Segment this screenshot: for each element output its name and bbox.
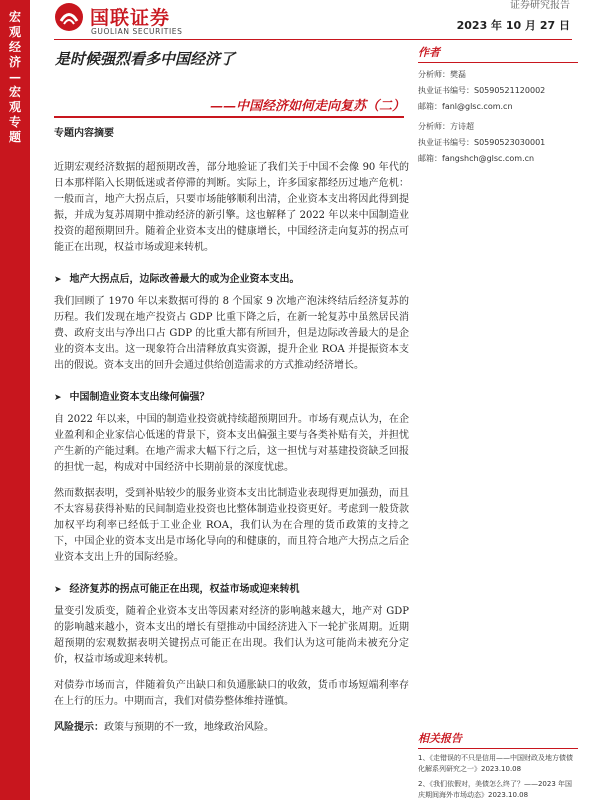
related-heading: 相关报告 [418, 730, 578, 749]
summary-heading: 专题内容摘要 [54, 128, 114, 139]
analyst-name: 分析师：方诗超 [418, 122, 474, 131]
analyst-email[interactable]: 邮箱：fangshch@glsc.com.cn [418, 154, 535, 163]
analyst-email[interactable]: 邮箱：fanl@glsc.com.cn [418, 102, 513, 111]
section-heading-text: 中国制造业资本支出缘何偏强？ [69, 392, 210, 403]
report-date: 2023 年 10 月 27 日 [456, 19, 570, 32]
related-report-item[interactable]: 1、《走错误的不只是信用——中国财政及地方债债化解系列研究之一》2023.10.08 [418, 754, 573, 773]
analyst-cert: 执业证书编号：S0590521120002 [418, 86, 546, 95]
header-divider [54, 39, 572, 40]
risk-text: 政策与预期的不一致，地缘政治风险。 [104, 722, 274, 733]
section-paragraph: 然而数据表明，受到补贴较少的服务业资本支出比制造业表现得更加强劲，而且不太容易获得补贴的民间制造业投资也比整体制造业投资更好。考虑到一般贷款加权平均利率已经低于工业企业 ROA，我们认为在合理的货币政策的支持之下，中国企业的资本支出是市场化导向的和健康的，而且符合地产大拐点之后企业资本支出上升的国际经验。 [54, 488, 409, 563]
report-title: 是时候强烈看多中国经济了 [55, 50, 236, 68]
logo-english-name: GUOLIAN SECURITIES [91, 27, 183, 36]
author-heading: 作者 [418, 44, 578, 63]
section-paragraph: 自 2022 年以来，中国的制造业投资就持续超预期回升。市场有观点认为，在企业盈利和企业家信心低迷的背景下，资本支出偏强主要与各类补贴有关，并担忧产生新的产能过剩。在地产需求大幅下行之后，这一担忧与对基建投资缺乏回报的担忧一起，构成对中国经济中长期前景的深度忧虑。 [54, 414, 409, 473]
main-content [54, 122, 409, 736]
report-type-label: 证券研究报告 [510, 0, 570, 11]
logo-chinese-name: 国联证券 [90, 7, 171, 29]
analyst-cert: 执业证书编号：S0590523030001 [418, 138, 546, 147]
related-reports [418, 730, 578, 801]
risk-label: 风险提示： [54, 722, 104, 733]
section-heading [54, 266, 409, 294]
section-paragraph: 我们回顾了 1970 年以来数据可得的 8 个国家 9 次地产泡沫终结后经济复苏的历程。我们发现在地产投资占 GDP 比重下降之后，在新一轮复苏中虽然居民消费、政府支出与净出口占 GDP 的比重大都有所回升，但是边际改善最大的是企业的资本支出。这一现象符合出清释放真实资源，提升企业 ROA 并提振资本支出的假说。资本支出的回升会通过供给创造需求的方式推动经济增长。 [54, 296, 409, 371]
left-side-bar [0, 0, 30, 800]
section-heading-text: 地产大拐点后，边际改善最大的或为企业资本支出。 [69, 274, 300, 285]
bullet-arrow-icon: ➤ [54, 585, 62, 595]
section-heading [54, 384, 409, 412]
analyst-name: 分析师：樊磊 [418, 70, 466, 79]
report-subtitle: ——中国经济如何走向复苏（二） [209, 99, 405, 114]
author-sidebar [418, 44, 578, 167]
company-logo [54, 2, 214, 38]
summary-paragraph: 近期宏观经济数据的超预期改善，部分地验证了我们关于中国不会像 90 年代的日本那样陷入长期低迷或者停滞的判断。实际上，许多国家都经历过地产危机：一般而言，地产大拐点后，只要市场能够顺利出清，企业资本支出将因此得到提振，并成为复苏周期中推动经济的新引擎。这也解释了 2022 年以来中国制造业投资的超预期回升。随着企业资本支出的健康增长，中国经济走向复苏的拐点可能正在出现，权益市场或迎来转机。 [54, 162, 409, 253]
section-heading-text: 经济复苏的拐点可能正在出现，权益市场或迎来转机 [69, 584, 300, 595]
bullet-arrow-icon: ➤ [54, 393, 62, 403]
section-paragraph: 量变引发质变，随着企业资本支出等因素对经济的影响越来越大，地产对 GDP 的影响越来越小，资本支出的增长有望推动中国经济进入下一轮扩张周期。近期超预期的宏观数据表明关键拐点可能正在出现。我们认为这可能尚未被充分定价，权益市场或迎来转机。 [54, 606, 409, 665]
category-vertical-label: 宏观经济—宏观专题 [8, 10, 21, 144]
logo-mark-icon [54, 2, 84, 32]
subtitle-divider [54, 116, 404, 118]
section-heading [54, 576, 409, 604]
section-paragraph: 对债券市场而言，伴随着负产出缺口和负通胀缺口的收敛，货币市场短端利率存在上行的压力。中期而言，我们对债券整体维持谨慎。 [54, 680, 409, 707]
bullet-arrow-icon: ➤ [54, 275, 62, 285]
risk-warning [54, 720, 409, 736]
related-report-item[interactable]: 2、《我们依假对，美债怎么终了？——2023 年国庆期间海外市场动态》2023.10.08 [418, 780, 572, 799]
